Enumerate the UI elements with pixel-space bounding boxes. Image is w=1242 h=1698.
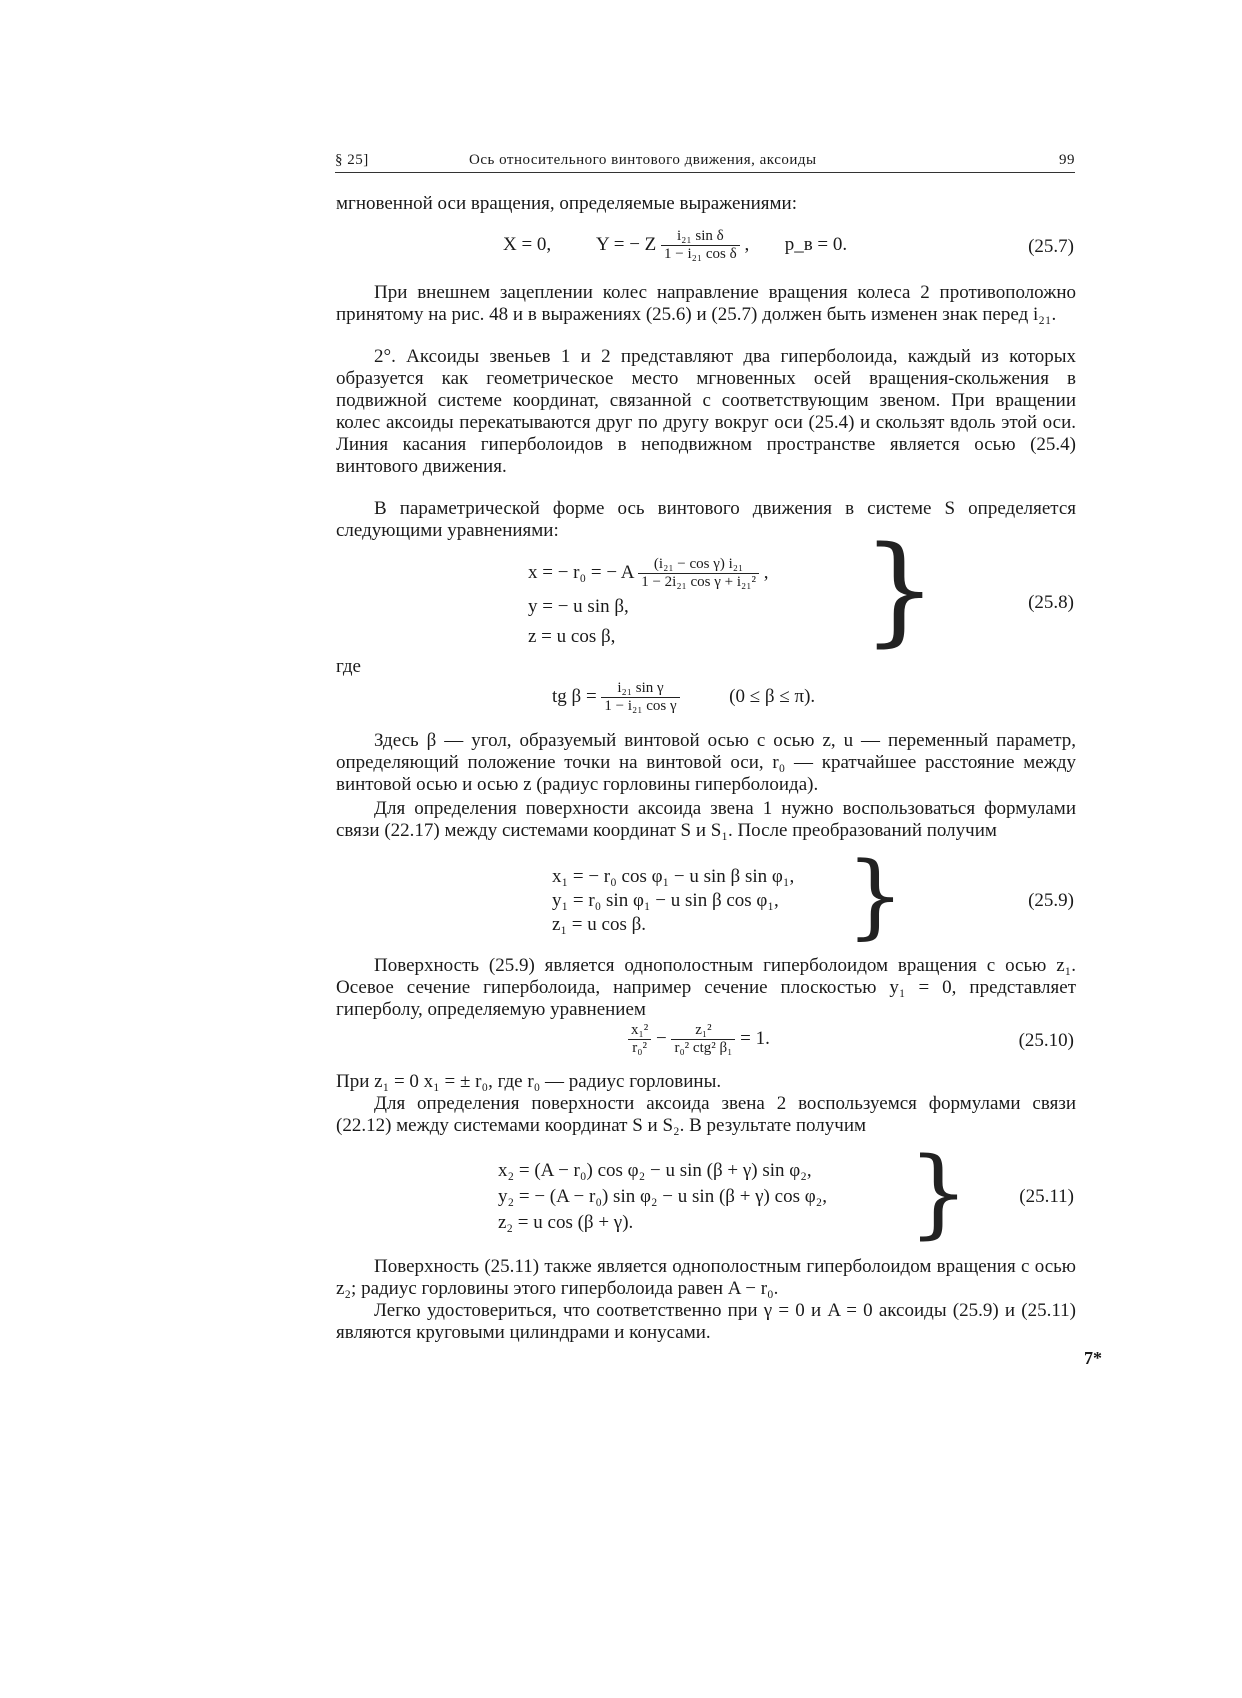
eq-tg-condition: (0 ≤ β ≤ π).: [729, 685, 816, 707]
eq-25-8-numerator: (i₂₁ − cos γ) i₂₁: [638, 556, 759, 574]
eq-25-8-line-1: [528, 556, 768, 591]
paragraph-11: Поверхность (25.11) также является однополостным гиперболоидом вращения с осью z₂; радиус горловины этого гиперболоида равен A − r₀.: [336, 1256, 1076, 1299]
eq-25-8-fraction: [638, 556, 759, 591]
eq-25-11-line-2: y₂ = − (A − r₀) sin φ₂ − u sin (β + γ) cos φ₂,: [498, 1186, 828, 1207]
eq-25-11-brace: }: [908, 1137, 970, 1249]
eq-label-25-11: (25.11): [1019, 1186, 1074, 1207]
eq-tg-lhs: tg β =: [552, 685, 597, 707]
signature-mark: 7*: [1084, 1348, 1102, 1368]
paragraph-10: Для определения поверхности аксоида звена 2 воспользуемся формулами связи (22.12) между системами координат S и S₂. В результате получим: [336, 1093, 1076, 1136]
eq-25-10-denominator-1: r₀²: [632, 1040, 647, 1056]
paragraph-1: мгновенной оси вращения, определяемые выражениями:: [336, 193, 798, 214]
paragraph-9: При z₁ = 0 x₁ = ± r₀, где r₀ — радиус горловины.: [336, 1071, 722, 1092]
eq-25-8-line-3: z = u cos β,: [528, 626, 616, 647]
paragraph-7: Для определения поверхности аксоида звена 1 нужно воспользоваться формулами связи (22.17) между системами координат S и S₁. После преобразований получим: [336, 798, 1076, 841]
eq-label-25-9: (25.9): [1028, 890, 1074, 911]
equation-tg-beta: [552, 680, 815, 715]
eq-25-9-brace: }: [846, 842, 905, 949]
section-number: § 25]: [335, 152, 369, 168]
paragraph-3: 2°. Аксоиды звеньев 1 и 2 представляют два гиперболоида, каждый из которых образуется как геометрическое место мгновенных осей вращения-скольжения в подвижной системе координат, связанной с соответствующим звеном. При вращении колес аксоиды перекатываются друг по другу вокруг оси (25.4) и скользят вдоль этой оси. Линия касания гиперболоидов в неподвижном пространстве является осью (25.4) винтового движения.: [336, 346, 1076, 477]
running-header: [335, 152, 1075, 172]
eq-25-9-line-1: x₁ = − r₀ cos φ₁ − u sin β sin φ₁,: [552, 866, 795, 887]
eq-25-7-denominator: 1 − i₂₁ cos δ: [664, 246, 737, 262]
paragraph-12: Легко удостовериться, что соответственно при γ = 0 и A = 0 аксоиды (25.9) и (25.11) являются круговыми цилиндрами и конусами.: [336, 1300, 1076, 1343]
eq-tg-denominator: 1 − i₂₁ cos γ: [604, 698, 677, 714]
eq-25-10-numerator-2: z₁²: [671, 1022, 735, 1040]
eq-25-11-line-1: x₂ = (A − r₀) cos φ₂ − u sin (β + γ) sin φ₂,: [498, 1160, 812, 1181]
header-rule: [335, 172, 1075, 173]
eq-label-25-10: (25.10): [1018, 1030, 1074, 1051]
equation-25-7: [503, 228, 847, 263]
eq-tg-numerator: i₂₁ sin γ: [601, 680, 679, 698]
eq-25-10-fraction-2: [671, 1022, 735, 1057]
eq-25-7-comma: ,: [744, 233, 750, 255]
eq-tg-fraction: [601, 680, 679, 715]
eq-25-9-line-2: y₁ = r₀ sin φ₁ − u sin β cos φ₁,: [552, 890, 779, 911]
eq-25-8-lhs: x = − r₀ = − A: [528, 561, 634, 583]
eq-25-7-fraction: [661, 228, 740, 263]
eq-25-10-rhs: = 1.: [740, 1027, 770, 1049]
eq-25-8-line-2: y = − u sin β,: [528, 596, 629, 617]
paragraph-6: Здесь β — угол, образуемый винтовой осью с осью z, u — переменный параметр, определяющий положение точки на винтовой оси, r₀ — кратчайшее расстояние между винтовой осью и осью z (радиус горловины гиперболоида).: [336, 730, 1076, 795]
paragraph-2: При внешнем зацеплении колес направление вращения колеса 2 противоположно принятому на рис. 48 и в выражениях (25.6) и (25.7) должен быть изменен знак перед i₂₁.: [336, 282, 1076, 325]
eq-label-25-8: (25.8): [1028, 592, 1074, 613]
eq-25-7-p: p_в = 0.: [784, 233, 848, 255]
eq-25-7-x: X = 0,: [503, 233, 552, 255]
paragraph-8: Поверхность (25.9) является однополостным гиперболоидом вращения с осью z₁. Осевое сечение гиперболоида, например сечение плоскостью y₁ = 0, представляет гиперболу, определяемую уравнением: [336, 955, 1076, 1020]
eq-25-10-minus: −: [655, 1027, 667, 1049]
eq-25-8-comma: ,: [763, 561, 769, 583]
running-title: Ось относительного винтового движения, аксоиды: [469, 152, 817, 168]
eq-25-10-denominator-2: r₀² ctg² β₁: [674, 1040, 733, 1056]
eq-25-8-brace: }: [862, 520, 938, 658]
equation-25-10: [628, 1022, 770, 1057]
page-number: 99: [1059, 152, 1075, 168]
eq-25-9-line-3: z₁ = u cos β.: [552, 914, 647, 935]
eq-25-10-fraction-1: [628, 1022, 651, 1057]
eq-25-11-line-3: z₂ = u cos (β + γ).: [498, 1212, 634, 1233]
eq-label-25-7: (25.7): [1028, 236, 1074, 257]
paragraph-4: В параметрической форме ось винтового движения в системе S определяется следующими уравнениями:: [336, 498, 1076, 541]
eq-25-7-y: Y = − Z: [595, 233, 657, 255]
eq-25-8-denominator: 1 − 2i₂₁ cos γ + i₂₁²: [641, 574, 756, 590]
paragraph-5: где: [336, 656, 361, 677]
eq-25-7-numerator: i₂₁ sin δ: [661, 228, 740, 246]
eq-25-10-numerator-1: x₁²: [628, 1022, 651, 1040]
